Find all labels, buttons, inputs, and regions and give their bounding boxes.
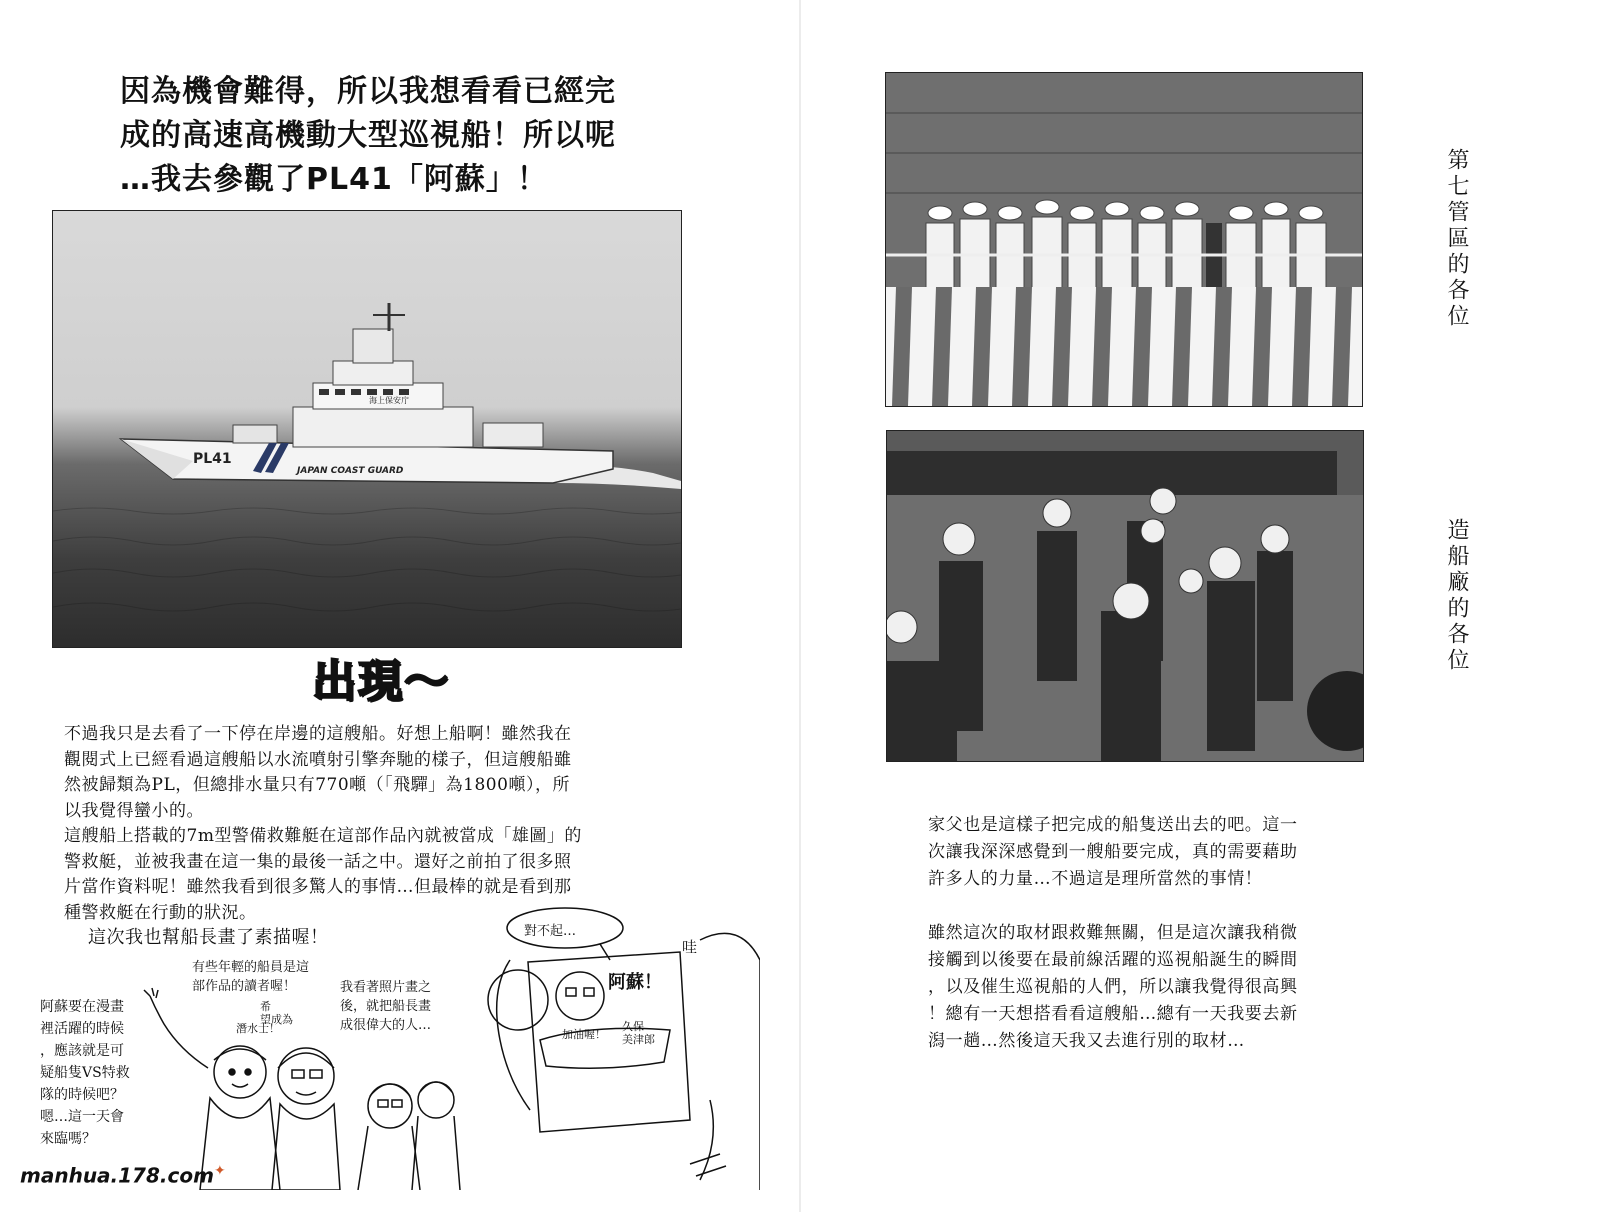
- page-gutter: [799, 0, 801, 1212]
- sketch-note-left: [40, 996, 144, 1150]
- body-line: 家父也是這樣子把完成的船隻送出去的吧。這一: [928, 815, 1298, 835]
- star-icon: ✦: [213, 1163, 226, 1179]
- sketch-illustration: [40, 900, 760, 1190]
- note-line: 美津郎: [622, 1033, 655, 1046]
- hull-text: JAPAN COAST GUARD: [297, 466, 404, 476]
- body-line: 警救艇，並被我畫在這一集的最後一話之中。還好之前拍了很多照: [64, 851, 572, 872]
- note-line: 望成為: [260, 1013, 293, 1026]
- note-line: 希: [260, 1000, 271, 1013]
- ceremony-photo: [885, 72, 1363, 407]
- poster-cheer: 加油喔！: [562, 1028, 606, 1041]
- note-line: 部作品的讀者喔！: [192, 979, 297, 994]
- body-line: 雖然這次的取材跟救難無關，但是這次讓我稍微: [928, 923, 1298, 943]
- body-line: 潟一趟…然後這天我又去進行別的取材…: [928, 1031, 1245, 1051]
- site-watermark: [20, 1163, 226, 1188]
- note-line: 嗯…這一天會: [40, 1109, 124, 1125]
- sketch-note-mid: [192, 958, 332, 996]
- note-line: 後，就把船長畫: [340, 999, 432, 1014]
- paragraph-gap: [928, 893, 1398, 920]
- ship-photo: [52, 210, 682, 648]
- body-line: 觀閱式上已經看過這艘船以水流噴射引擎奔馳的樣子，但這艘船雖: [64, 749, 572, 770]
- body-line: 許多人的力量…不過這是理所當然的事情！: [928, 869, 1263, 889]
- note-line: 來臨嗎？: [40, 1131, 96, 1147]
- body-line: ！總有一天想搭看看這艘船…總有一天我要去新: [928, 1004, 1298, 1024]
- body-line: 片當作資料呢！雖然我看到很多驚人的事情…但最棒的就是看到那: [64, 877, 572, 897]
- note-line: 阿蘇要在漫畫: [40, 999, 124, 1015]
- workers-photo-illustration: [887, 431, 1363, 761]
- headline-line: 因為機會難得，所以我想看看已經完: [120, 74, 616, 109]
- note-line: 我看著照片畫之: [340, 980, 432, 995]
- headline-line: …我去參觀了PL41「阿蘇」！: [120, 162, 548, 197]
- shipyard-workers-photo: [886, 430, 1364, 762]
- note-line: 成很偉大的人…: [340, 1018, 432, 1033]
- poster-title: 阿蘇！: [608, 972, 662, 993]
- body-line: 以我覺得蠻小的。: [64, 800, 204, 821]
- ship-photo-illustration: [53, 211, 681, 647]
- sketch-small-text: 潛水士！: [236, 1022, 280, 1035]
- hull-marking: PL41: [193, 451, 232, 467]
- left-body-text: [64, 722, 684, 926]
- bridge-text: 海上保安庁: [369, 396, 409, 405]
- body-line: 接觸到以後要在最前線活躍的巡視船誕生的瞬間: [928, 950, 1298, 970]
- note-line: 隊的時候吧？: [40, 1087, 124, 1103]
- speech-wa: 哇: [682, 938, 698, 956]
- headline: [120, 70, 680, 202]
- headline-line: 成的高速高機動大型巡視船！所以呢: [120, 118, 616, 153]
- watermark-text: manhua.178.com: [20, 1163, 214, 1188]
- note-line: 久保: [622, 1020, 644, 1033]
- body-line: 然被歸類為PL，但總排水量只有770噸（「飛驒」為1800噸），所: [64, 775, 570, 795]
- body-line: 不過我只是去看了一下停在岸邊的這艘船。好想上船啊！雖然我在: [64, 724, 572, 744]
- body-line: 次讓我深深感覺到一艘船要完成，真的需要藉助: [928, 842, 1298, 862]
- note-line: 有些年輕的船員是這: [192, 960, 310, 975]
- note-line: ，應該就是可: [40, 1043, 124, 1059]
- sketch-note-right: [340, 978, 466, 1035]
- note-line: 疑船隻VS特救: [40, 1065, 130, 1081]
- body-line: 種警救艇在行動的狀況。: [64, 902, 257, 923]
- shout-text: 出現～: [312, 656, 450, 707]
- poster-signature: [622, 1020, 655, 1046]
- vertical-caption-7th-district: 第七管區的各位: [1444, 148, 1469, 330]
- body-line: ，以及催生巡視船的人們，所以讓我覺得很高興: [928, 977, 1298, 997]
- speech-bubble-sorry: 對不起…: [524, 924, 577, 939]
- vertical-caption-shipyard: 造船廠的各位: [1444, 518, 1469, 674]
- ceremony-photo-illustration: [886, 73, 1362, 406]
- right-body-text: [928, 812, 1398, 1055]
- note-line: 裡活躍的時候: [40, 1021, 124, 1037]
- sketch-caption: 這次我也幫船長畫了素描喔！: [88, 927, 329, 948]
- body-line: 這艘船上搭載的7m型警備救難艇在這部作品內就被當成「雄圖」的: [64, 826, 582, 846]
